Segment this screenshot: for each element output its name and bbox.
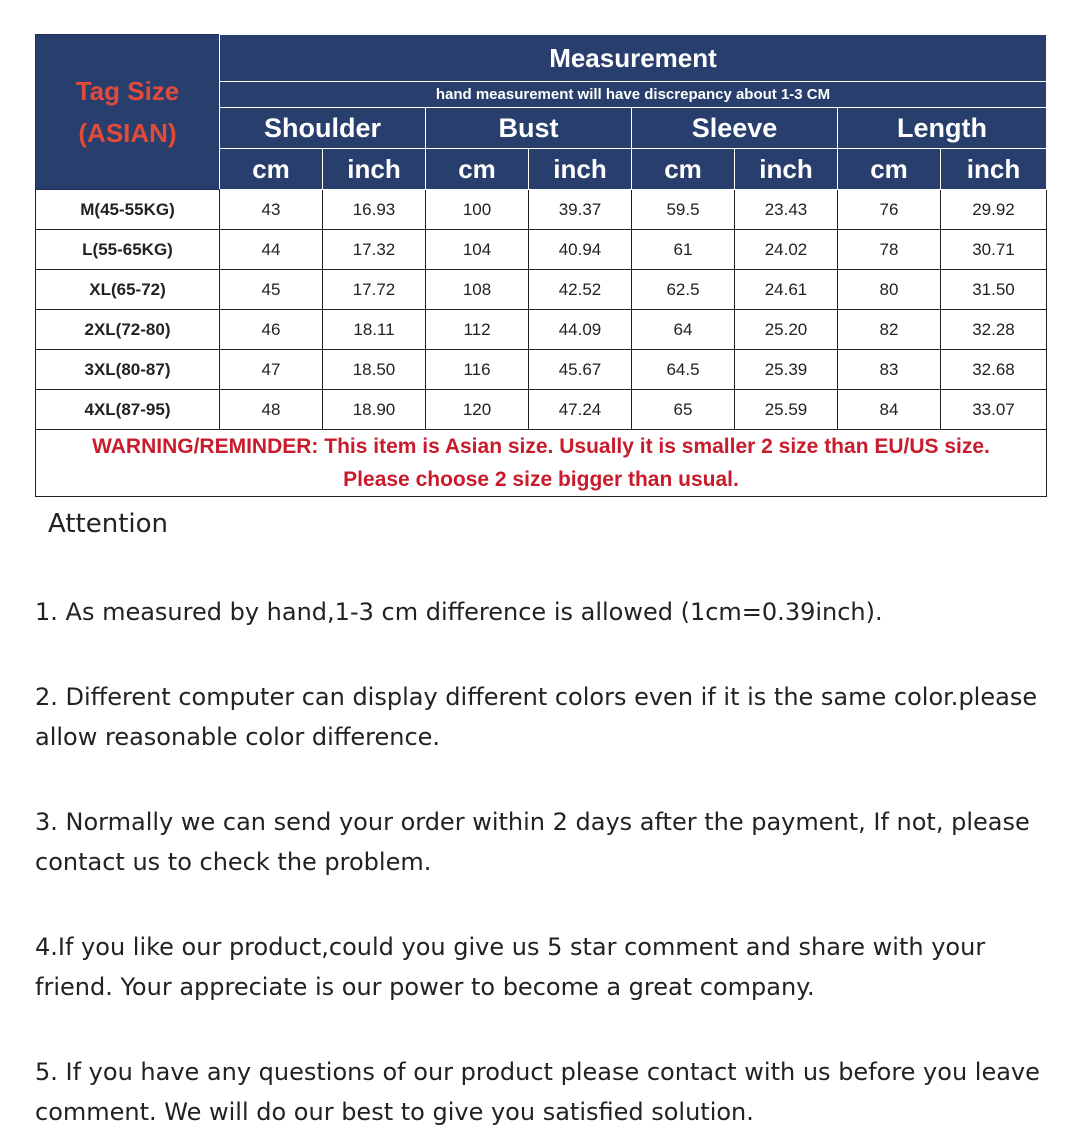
size-label: M(45-55KG)	[36, 190, 220, 230]
unit-header: inch	[941, 149, 1047, 190]
table-cell: 44	[220, 230, 323, 270]
table-cell: 18.11	[323, 310, 426, 350]
attention-item: 2. Different computer can display different colors even if it is the same color.please allow reasonable color difference.	[35, 683, 1038, 751]
table-cell: 59.5	[632, 190, 735, 230]
table-cell: 65	[632, 390, 735, 430]
table-cell: 80	[838, 270, 941, 310]
warning-line-1: WARNING/REMINDER: This item is Asian size. Usually it is smaller 2 size than EU/US size.	[92, 435, 990, 458]
tag-size-label: Tag Size	[75, 76, 180, 106]
attention-title: Attention	[48, 509, 168, 539]
table-cell: 30.71	[941, 230, 1047, 270]
table-cell: 83	[838, 350, 941, 390]
table-cell: 48	[220, 390, 323, 430]
table-cell: 76	[838, 190, 941, 230]
table-cell: 112	[426, 310, 529, 350]
table-cell: 40.94	[529, 230, 632, 270]
table-cell: 120	[426, 390, 529, 430]
warning-row	[36, 430, 1047, 497]
group-length: Length	[838, 108, 1047, 149]
size-chart-table	[35, 34, 1047, 497]
unit-header: inch	[735, 149, 838, 190]
size-label: L(55-65KG)	[36, 230, 220, 270]
table-row	[36, 270, 1047, 310]
table-cell: 64	[632, 310, 735, 350]
table-cell: 43	[220, 190, 323, 230]
table-cell: 47.24	[529, 390, 632, 430]
unit-header: cm	[220, 149, 323, 190]
size-label: 4XL(87-95)	[36, 390, 220, 430]
unit-header: cm	[426, 149, 529, 190]
tag-size-asian-label: (ASIAN)	[78, 118, 177, 148]
table-cell: 17.32	[323, 230, 426, 270]
table-cell: 82	[838, 310, 941, 350]
group-sleeve: Sleeve	[632, 108, 838, 149]
table-cell: 23.43	[735, 190, 838, 230]
attention-item: 4.If you like our product,could you give us 5 star comment and share with your friend. Your appreciate is our power to become a great company.	[35, 933, 986, 1001]
table-cell: 45.67	[529, 350, 632, 390]
table-cell: 84	[838, 390, 941, 430]
table-cell: 44.09	[529, 310, 632, 350]
table-cell: 32.68	[941, 350, 1047, 390]
table-cell: 33.07	[941, 390, 1047, 430]
table-cell: 29.92	[941, 190, 1047, 230]
table-cell: 42.52	[529, 270, 632, 310]
table-row	[36, 310, 1047, 350]
table-cell: 62.5	[632, 270, 735, 310]
unit-header: cm	[632, 149, 735, 190]
attention-item: 3. Normally we can send your order within 2 days after the payment, If not, please contact us to check the problem.	[35, 808, 1030, 876]
table-cell: 25.20	[735, 310, 838, 350]
tag-size-header	[36, 35, 220, 190]
attention-item: 5. If you have any questions of our product please contact with us before you leave comment. We will do our best to give you satisfied solution.	[35, 1058, 1040, 1126]
table-cell: 46	[220, 310, 323, 350]
measurement-title: Measurement	[220, 35, 1047, 82]
table-cell: 100	[426, 190, 529, 230]
table-cell: 16.93	[323, 190, 426, 230]
size-label: 3XL(80-87)	[36, 350, 220, 390]
attention-list	[35, 592, 1055, 1132]
unit-header: inch	[529, 149, 632, 190]
table-cell: 45	[220, 270, 323, 310]
table-cell: 18.90	[323, 390, 426, 430]
measurement-note: hand measurement will have discrepancy about 1-3 CM	[220, 82, 1047, 108]
table-cell: 32.28	[941, 310, 1047, 350]
size-label: 2XL(72-80)	[36, 310, 220, 350]
table-row	[36, 190, 1047, 230]
table-cell: 25.59	[735, 390, 838, 430]
warning-text	[36, 430, 1047, 497]
unit-header: inch	[323, 149, 426, 190]
table-cell: 17.72	[323, 270, 426, 310]
table-cell: 61	[632, 230, 735, 270]
table-cell: 116	[426, 350, 529, 390]
table-cell: 31.50	[941, 270, 1047, 310]
table-row	[36, 230, 1047, 270]
table-cell: 24.02	[735, 230, 838, 270]
table-cell: 18.50	[323, 350, 426, 390]
table-cell: 47	[220, 350, 323, 390]
table-cell: 24.61	[735, 270, 838, 310]
table-row	[36, 390, 1047, 430]
table-cell: 64.5	[632, 350, 735, 390]
group-shoulder: Shoulder	[220, 108, 426, 149]
unit-header: cm	[838, 149, 941, 190]
table-cell: 108	[426, 270, 529, 310]
attention-item: 1. As measured by hand,1-3 cm difference is allowed (1cm=0.39inch).	[35, 598, 883, 626]
group-bust: Bust	[426, 108, 632, 149]
table-cell: 39.37	[529, 190, 632, 230]
table-row	[36, 350, 1047, 390]
table-cell: 25.39	[735, 350, 838, 390]
size-label: XL(65-72)	[36, 270, 220, 310]
table-cell: 78	[838, 230, 941, 270]
warning-line-2: Please choose 2 size bigger than usual.	[343, 468, 739, 491]
table-cell: 104	[426, 230, 529, 270]
